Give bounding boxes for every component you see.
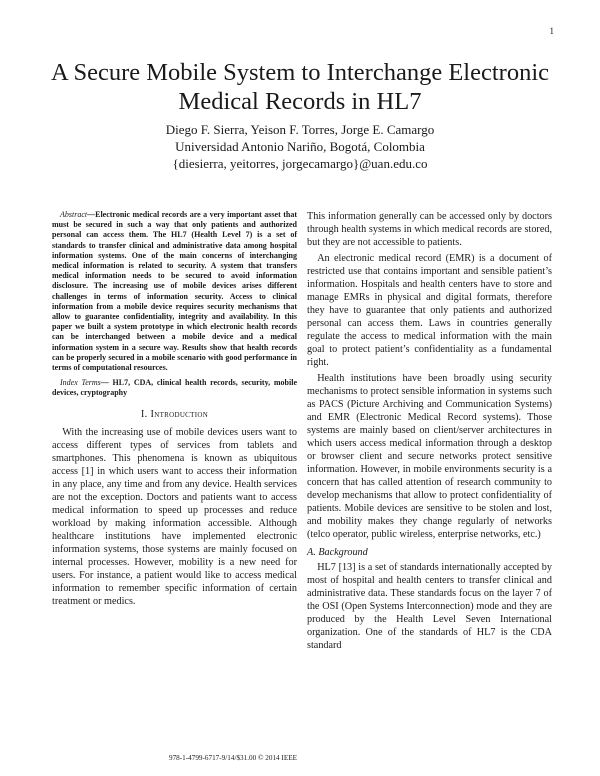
background-paragraph: HL7 [13] is a set of standards internationally accepted by most of hospital and health centers to transfer clinical and administrative data. These standards focus on the layer 7 of the OSI (Open Systems Interconnection) mode and they are produced by the Health Level Seven International organization. One of the standards of HL7 is the CDA standard bbox=[307, 562, 552, 651]
author-affiliation: Universidad Antonio Nariño, Bogotá, Colombia bbox=[175, 139, 425, 154]
author-names: Diego F. Sierra, Yeison F. Torres, Jorge E. Camargo bbox=[165, 122, 435, 137]
title-line-2: Medical Records in HL7 bbox=[178, 88, 422, 115]
index-terms-text: — HL7, CDA, clinical health records, security, mobile devices, cryptography bbox=[52, 378, 297, 398]
title-line-1: A Secure Mobile System to Interchange Electronic bbox=[50, 59, 549, 86]
subsection-heading-background: A. Background bbox=[307, 547, 368, 558]
author-emails: {diesierra, yeitorres, jorgecamargo}@uan.edu.co bbox=[172, 156, 428, 171]
abstract-text: —Electronic medical records are a very important asset that must be secured in such a way that only patients and authorized personal can access them. The HL7 (Health Level 7) is a set of standards to transfer clinical and administrative data among hospital information systems. One of the main concerns of interchanging medical information is related to security. A system that transfers medical information needs to be secured to avoid information disclosure. The increasing use of mobile devices arises different challenges in terms of information security. Access to clinical information from a mobile device requires security mechanisms that allow to guarantee confidentiality, integrity and availability. In this paper we built a system prototype in which electronic health records can be interchanged between a mobile device and a medical information system in a secure way. Results show that health records can be properly secured in a mobile scenario with good performance in terms of computational resources. bbox=[52, 210, 297, 373]
intro-paragraph: With the increasing use of mobile devices users want to access different types of services from tablets and smartphones. This phenomena is known as ubiquitous access [1] in which users want to access their information in any place, any time and from any device. Health services are not the exception. Doctors and patients want to access medical information to speed up processes and reduce workload by making information accessible. Although healthcare institutions have implemented electronic information systems, those systems are mainly focused on internal processes. However, mobility is a new need for users. For instance, a patient would like to access medical information to remember specific information of certain treatment or medics. bbox=[52, 426, 297, 607]
left-column bbox=[52, 210, 297, 611]
page-number: 1 bbox=[549, 26, 554, 36]
section-heading-introduction: I. Introduction bbox=[140, 408, 209, 420]
right-paragraph-3: Health institutions have been broadly using security mechanisms to protect sensible information in systems such as PACS (Picture Archiving and Communication Systems) and EMR (Electronic Medical Record systems). Those systems are mainly based on client/server architectures in which users access medical information through a desktop or browser client and secure networks protect sensitive information. However, in mobile environments security is a concern that has called attention of research community to develop mechanisms that allow to protect confidentiality of patients. Mobile devices are sensitive to be stolen and lost, and mobility makes they change regularly of networks (telco operator, public wireless, enterprise networks, etc.) bbox=[307, 373, 552, 540]
right-column bbox=[307, 210, 552, 655]
abstract-label: Abstract bbox=[60, 210, 88, 219]
abstract bbox=[52, 210, 297, 373]
author-block bbox=[40, 121, 560, 172]
copyright-footer: 978-1-4799-6717-9/14/$31.00 © 2014 IEEE bbox=[168, 754, 297, 762]
paper-title bbox=[40, 58, 560, 116]
index-terms bbox=[52, 378, 297, 398]
right-paragraph-2: An electronic medical record (EMR) is a document of restricted use that contains important and sensible patient’s information. Hospitals and health centers have to store and manage EMRs in physical and digital formats, therefore they have to guarantee that only patients and authorized personal can access them. Laws in countries generally regulate the access to medical information with the main goal to protect patient’s confidentiality as a fundamental right. bbox=[307, 253, 552, 368]
right-paragraph-1: This information generally can be accessed only by doctors through health systems in which medical records are stored, but they are not accessible to patients. bbox=[307, 211, 552, 248]
index-terms-label: Index Terms bbox=[60, 378, 101, 388]
